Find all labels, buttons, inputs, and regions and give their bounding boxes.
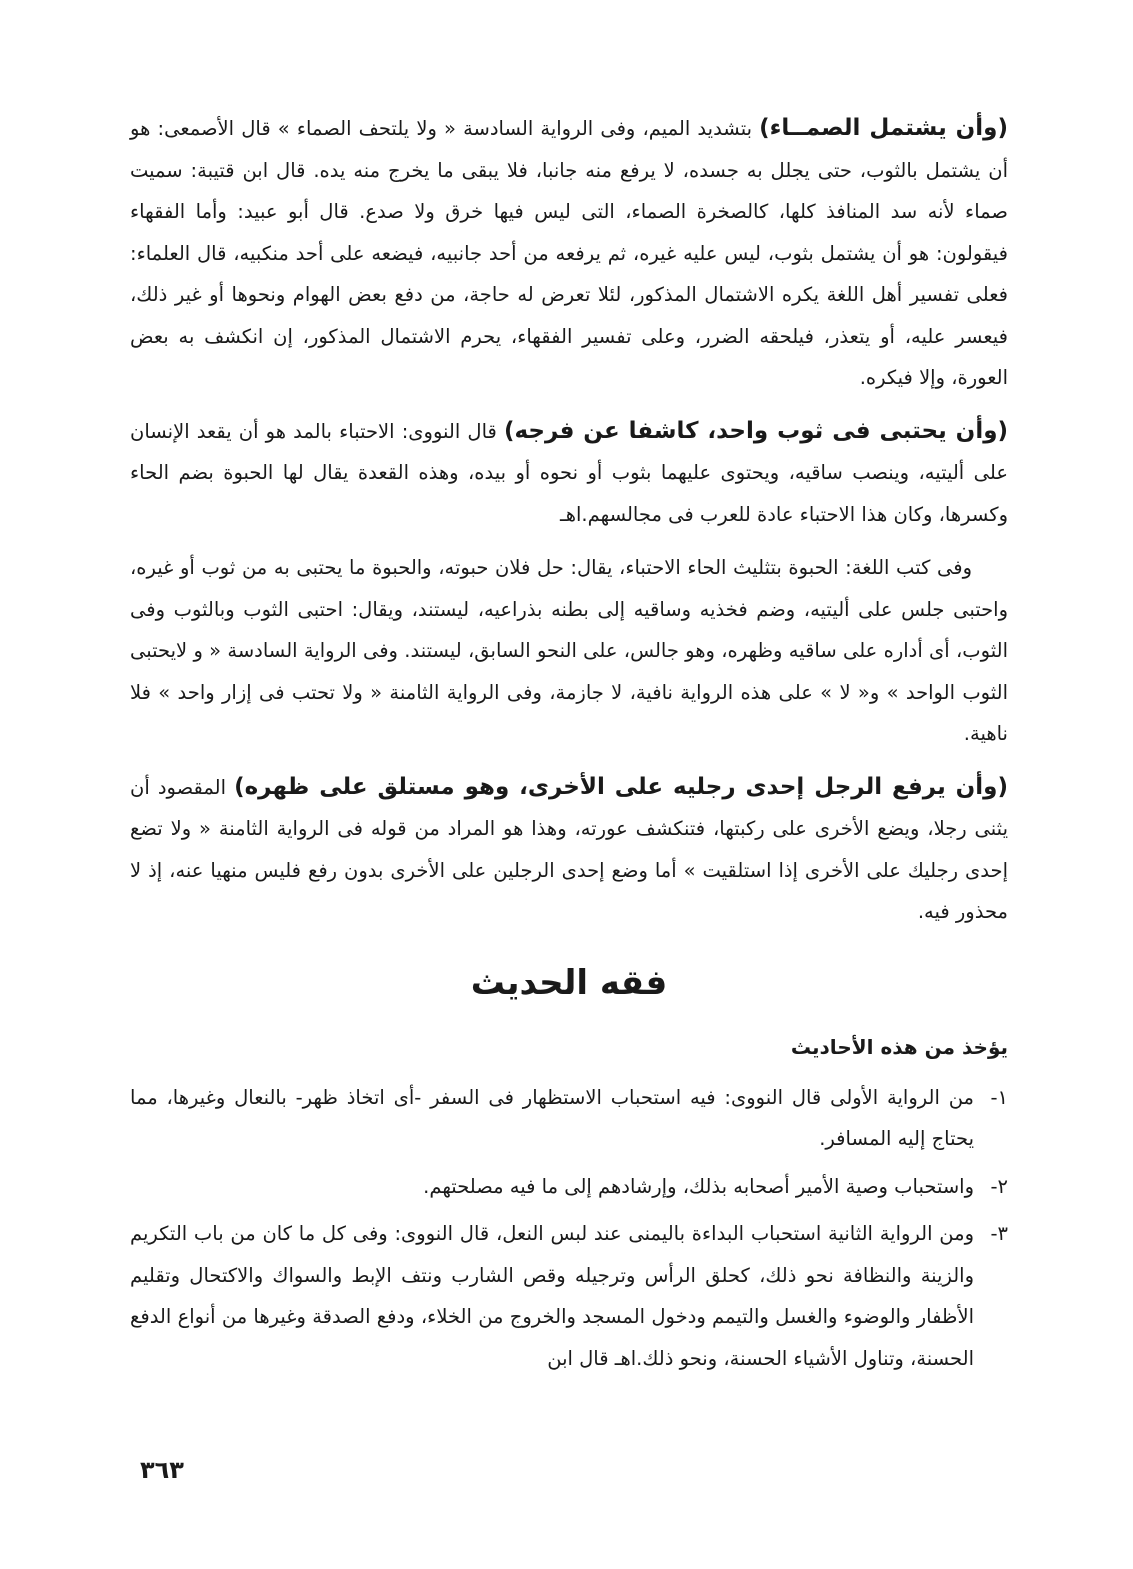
list-item <box>130 1213 1008 1379</box>
list-item-text: واستحباب وصية الأمير أصحابه بذلك، وإرشادهم إلى ما فيه مصلحتهم. <box>423 1174 974 1198</box>
paragraph-lead: (وأن يحتبى فى ثوب واحد، كاشفا عن فرجه) <box>503 417 1009 444</box>
paragraph-ihtiba <box>130 411 1008 536</box>
list-item <box>130 1166 1008 1208</box>
paragraph-lead: (وأن يشتمل الصمــاء) <box>759 115 1008 141</box>
list-item-number: ٢- <box>990 1174 1008 1198</box>
paragraph-text: المقصود أن يثنى رجلا، ويضع الأخرى على ركبتها، فتنكشف عورته، وهذا هو المراد من قوله فى الرواية الثامنة « ولا تضع إحدى رجليك على الأخرى إذا استلقيت » أما وضع إحدى الرجلين على الأخرى بدون رفع فليس منهيا عنه، إذ لا محذور فيه. <box>130 775 1008 923</box>
paragraph-raising-leg <box>130 767 1008 933</box>
paragraph-text: وفى كتب اللغة: الحبوة بتثليث الحاء الاحتباء، يقال: حل فلان حبوته، والحبوة ما يحتبى به من ثوب أو غيره، واحتبى جلس على أليتيه، وضم فخذيه وساقيه إلى بطنه بذراعيه، ليستند، ويقال: احتبى الثوب وبالثوب وفى الثوب، أى أداره على ساقيه وظهره، وهو جالس، على النحو السابق، ليستند. وفى الرواية السادسة « و لايحتبى الثوب الواحد » و« لا » على هذه الرواية نافية، لا جازمة، وفى الرواية الثامنة « ولا تحتب فى إزار واحد » فلا ناهية. <box>130 556 1008 745</box>
paragraph-language-books <box>130 547 1008 755</box>
list-item-number: ٣- <box>990 1222 1008 1245</box>
list-heading: يؤخذ من هذه الأحاديث <box>790 1034 1008 1059</box>
paragraph-text: قال النووى: الاحتباء بالمد هو أن يقعد الإنسان على أليتيه، وينصب ساقيه، ويحتوى عليهما بثوب أو نحوه أو بيده، وهذه القعدة يقال لها الحبوة بضم الحاء وكسرها، وكان هذا الاحتباء عادة للعرب فى مجالسهم.اهـ <box>130 419 1008 526</box>
section-title: فقه الحديث <box>470 962 668 1003</box>
paragraph-text: بتشديد الميم، وفى الرواية السادسة « ولا يلتحف الصماء » قال الأصمعى: هو أن يشتمل بالثوب، حتى يجلل به جسده، لا يرفع منه جانبا، فلا يبقى ما يخرج منه يده. قال ابن قتيبة: سميت صماء لأنه سد المنافذ كلها، كالصخرة الصماء، التى ليس فيها خرق ولا صدع. قال أبو عبيد: وأما الفقهاء فيقولون: هو أن يشتمل بثوب، ليس عليه غيره، ثم يرفعه من أحد جانبيه، فيضعه على أحد منكبيه، قال العلماء: فعلى تفسير أهل اللغة يكره الاشتمال المذكور، لئلا تعرض له حاجة، من دفع بعض الهوام ونحوها أو غير ذلك، فيعسر عليه، أو يتعذر، فيلحقه الضرر، وعلى تفسير الفقهاء، يحرم الاشتمال المذكور، إن انكشف به بعض العورة، وإلا فيكره. <box>130 117 1008 389</box>
list-item <box>130 1077 1008 1160</box>
paragraph-samma <box>130 108 1008 399</box>
list-item-text: من الرواية الأولى قال النووى: فيه استحباب الاستظهار فى السفر -أى اتخاذ ظهر- بالنعال وغيرها، مما يحتاج إليه المسافر. <box>130 1085 974 1150</box>
list-item-text: ومن الرواية الثانية استحباب البداءة باليمنى عند لبس النعل، قال النووى: وفى كل ما كان من باب التكريم والزينة والنظافة نحو ذلك، كحلق الرأس وترجيله وقص الشارب ونتف الإبط والسواك والاكتحال وتقليم الأظفار والوضوء والغسل والتيمم ودخول المسجد والخروج من الخلاء، ودفع الصدقة وغيرها من أنواع الدفع الحسنة، وتناول الأشياء الحسنة، ونحو ذلك.اهـ قال ابن <box>130 1222 974 1370</box>
paragraph-lead: (وأن يرفع الرجل إحدى رجليه على الأخرى، وهو مستلق على ظهره) <box>234 773 1008 800</box>
page-body <box>130 108 1008 1385</box>
list-item-number: ١- <box>990 1085 1008 1109</box>
page-number: ٣٦٣ <box>140 1456 184 1484</box>
